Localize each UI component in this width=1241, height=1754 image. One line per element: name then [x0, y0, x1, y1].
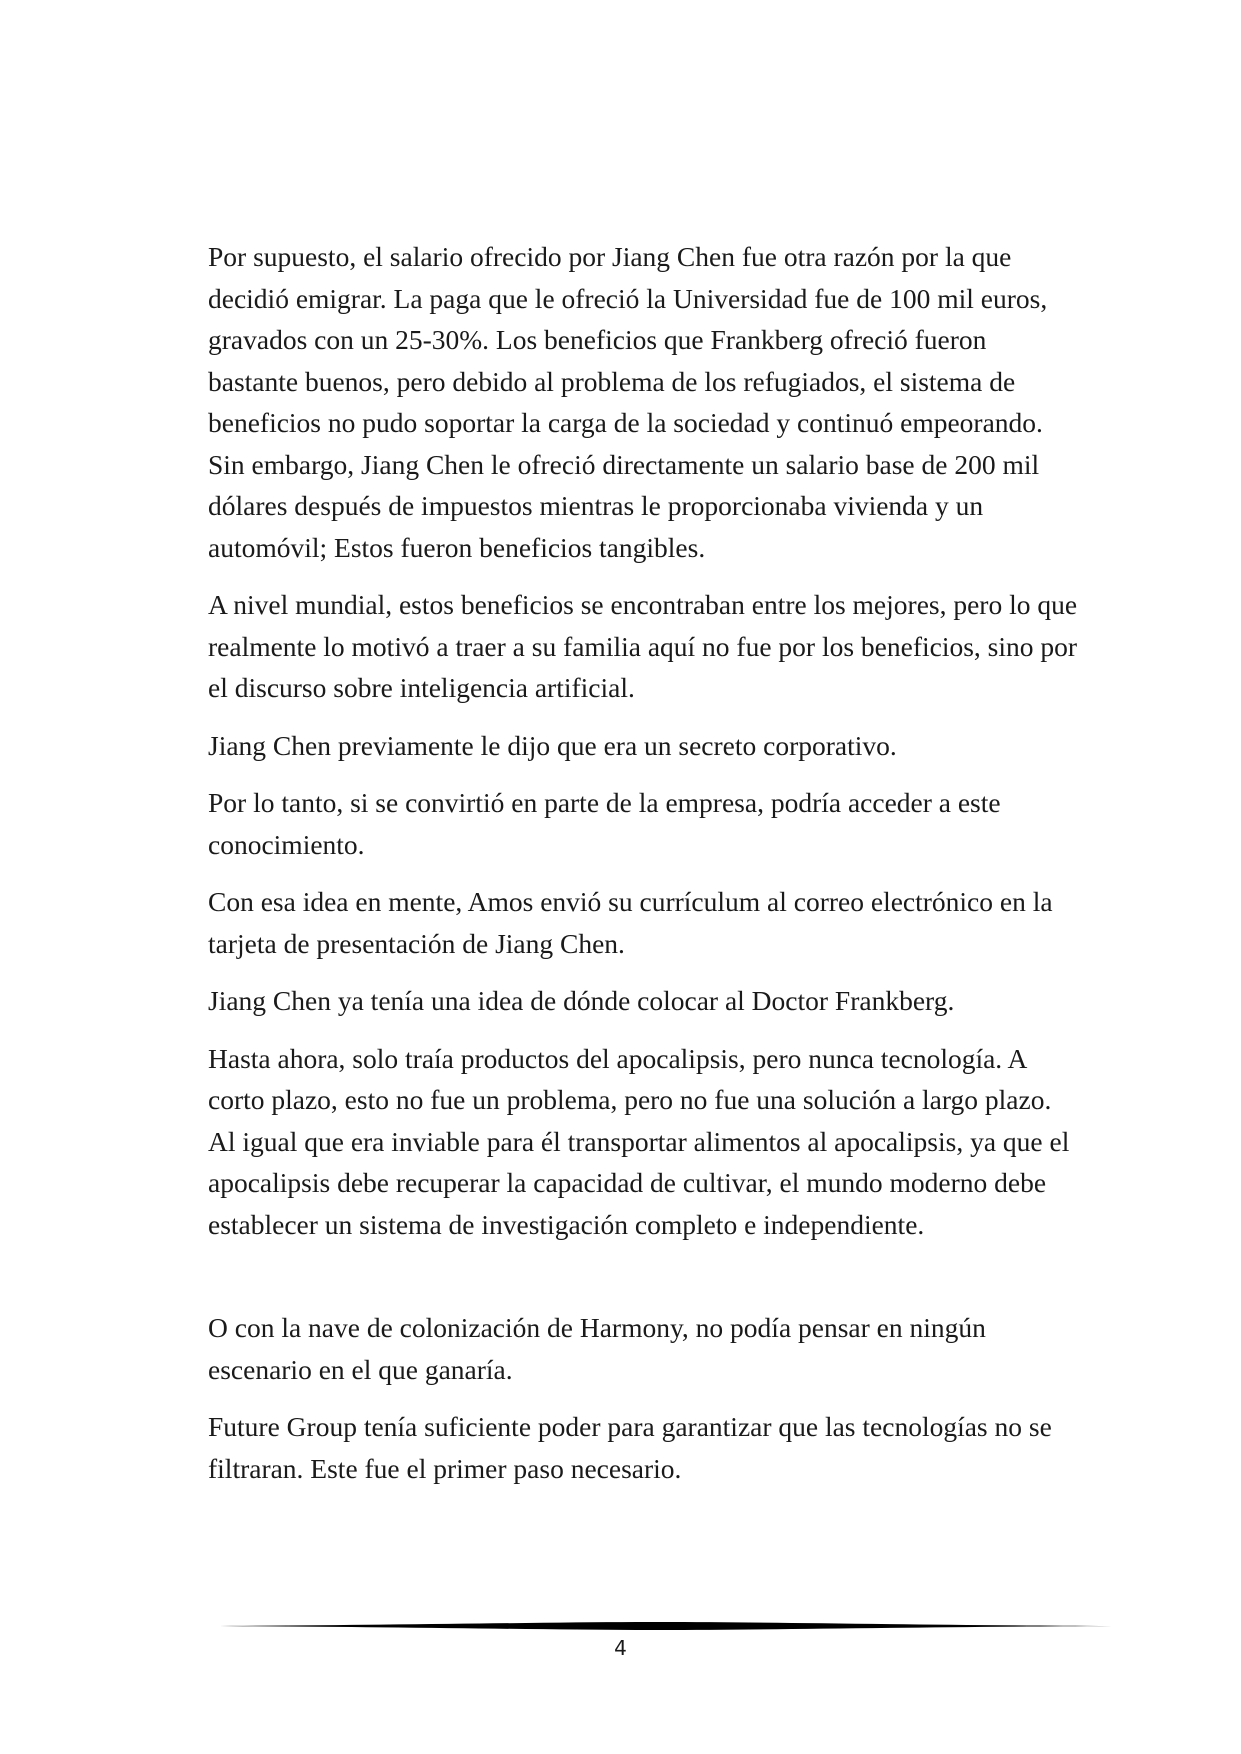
paragraph-resume: Con esa idea en mente, Amos envió su currículum al correo electrónico en la tarjeta de presentación de Jiang Chen. — [208, 886, 1053, 959]
body-text — [208, 236, 1078, 1505]
paragraph-placement: Jiang Chen ya tenía una idea de dónde colocar al Doctor Frankberg. — [208, 985, 955, 1016]
paragraph-therefore: Por lo tanto, si se convirtió en parte de la empresa, podría acceder a este conocimiento. — [208, 787, 1001, 860]
paragraph-future-group: Future Group tenía suficiente poder para garantizar que las tecnologías no se filtraran. Este fue el primer paso necesario. — [208, 1411, 1052, 1484]
paragraph-harmony: O con la nave de colonización de Harmony, no podía pensar en ningún escenario en el que ganaría. — [208, 1312, 986, 1385]
paragraph-salary: Por supuesto, el salario ofrecido por Jiang Chen fue otra razón por la que decidió emigrar. La paga que le ofreció la Universidad fue de 100 mil euros, gravados con un 25-30%. Los beneficios que Frankberg ofreció fueron bastante buenos, pero debido al problema de los refugiados, el sistema de beneficios no pudo soportar la carga de la sociedad y continuó empeorando. Sin embargo, Jiang Chen le ofreció directamente un salario base de 200 mil dólares después de impuestos mientras le proporcionaba vivienda y un automóvil; Estos fueron beneficios tangibles. — [208, 241, 1048, 563]
paragraph-world-level: A nivel mundial, estos beneficios se encontraban entre los mejores, pero lo que realmente lo motivó a traer a su familia aquí no fue por los beneficios, sino por el discurso sobre inteligencia artificial. — [208, 589, 1078, 703]
footer-divider — [208, 1618, 1112, 1634]
paragraph-corporate-secret: Jiang Chen previamente le dijo que era un secreto corporativo. — [208, 729, 897, 761]
page-number: 4 — [614, 1636, 627, 1660]
paragraph-technology: Hasta ahora, solo traía productos del apocalipsis, pero nunca tecnología. A corto plazo, esto no fue un problema, pero no fue una solución a largo plazo. Al igual que era inviable para él transportar alimentos al apocalipsis, ya que el apocalipsis debe recuperar la capacidad de cultivar, el mundo moderno debe establecer un sistema de investigación completo e independiente. — [208, 1042, 1070, 1240]
